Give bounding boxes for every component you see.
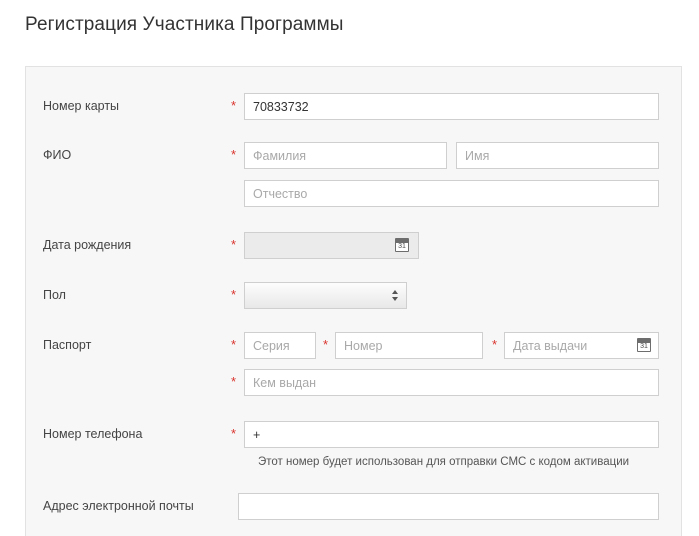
last-name-input[interactable] (244, 142, 447, 169)
phone-hint: Этот номер будет использован для отправки СМС с кодом активации (258, 456, 630, 468)
label-birth-date: Дата рождения (43, 238, 132, 252)
phone-input[interactable] (244, 421, 659, 448)
select-arrows-icon (391, 289, 399, 303)
first-name-input[interactable] (456, 142, 659, 169)
required-marker-card-number: * (231, 98, 237, 113)
calendar-icon[interactable] (637, 338, 651, 352)
label-full-name: ФИО (43, 148, 72, 162)
passport-series-input[interactable] (244, 332, 316, 359)
passport-issued-by-input[interactable] (244, 369, 659, 396)
label-gender: Пол (43, 288, 66, 302)
passport-issue-date-input[interactable] (504, 332, 659, 359)
gender-select[interactable] (244, 282, 407, 309)
required-marker-birth-date: * (231, 237, 237, 252)
label-phone: Номер телефона (43, 427, 143, 441)
middle-name-input[interactable] (244, 180, 659, 207)
required-marker-passport-issued-by: * (231, 374, 237, 389)
passport-number-input[interactable] (335, 332, 483, 359)
email-input[interactable] (238, 493, 659, 520)
label-passport: Паспорт (43, 338, 92, 352)
registration-form-panel (25, 66, 682, 536)
required-marker-phone: * (231, 426, 237, 441)
birth-date-input[interactable] (244, 232, 419, 259)
required-marker-passport-series: * (231, 337, 237, 352)
required-marker-passport-issue-date: * (492, 337, 498, 352)
card-number-input[interactable] (244, 93, 659, 120)
required-marker-passport-number: * (323, 337, 329, 352)
calendar-icon[interactable] (395, 238, 409, 252)
label-email: Адрес электронной почты (43, 499, 194, 513)
required-marker-full-name: * (231, 147, 237, 162)
required-marker-gender: * (231, 287, 237, 302)
page-title: Регистрация Участника Программы (25, 14, 344, 35)
label-card-number: Номер карты (43, 99, 120, 113)
